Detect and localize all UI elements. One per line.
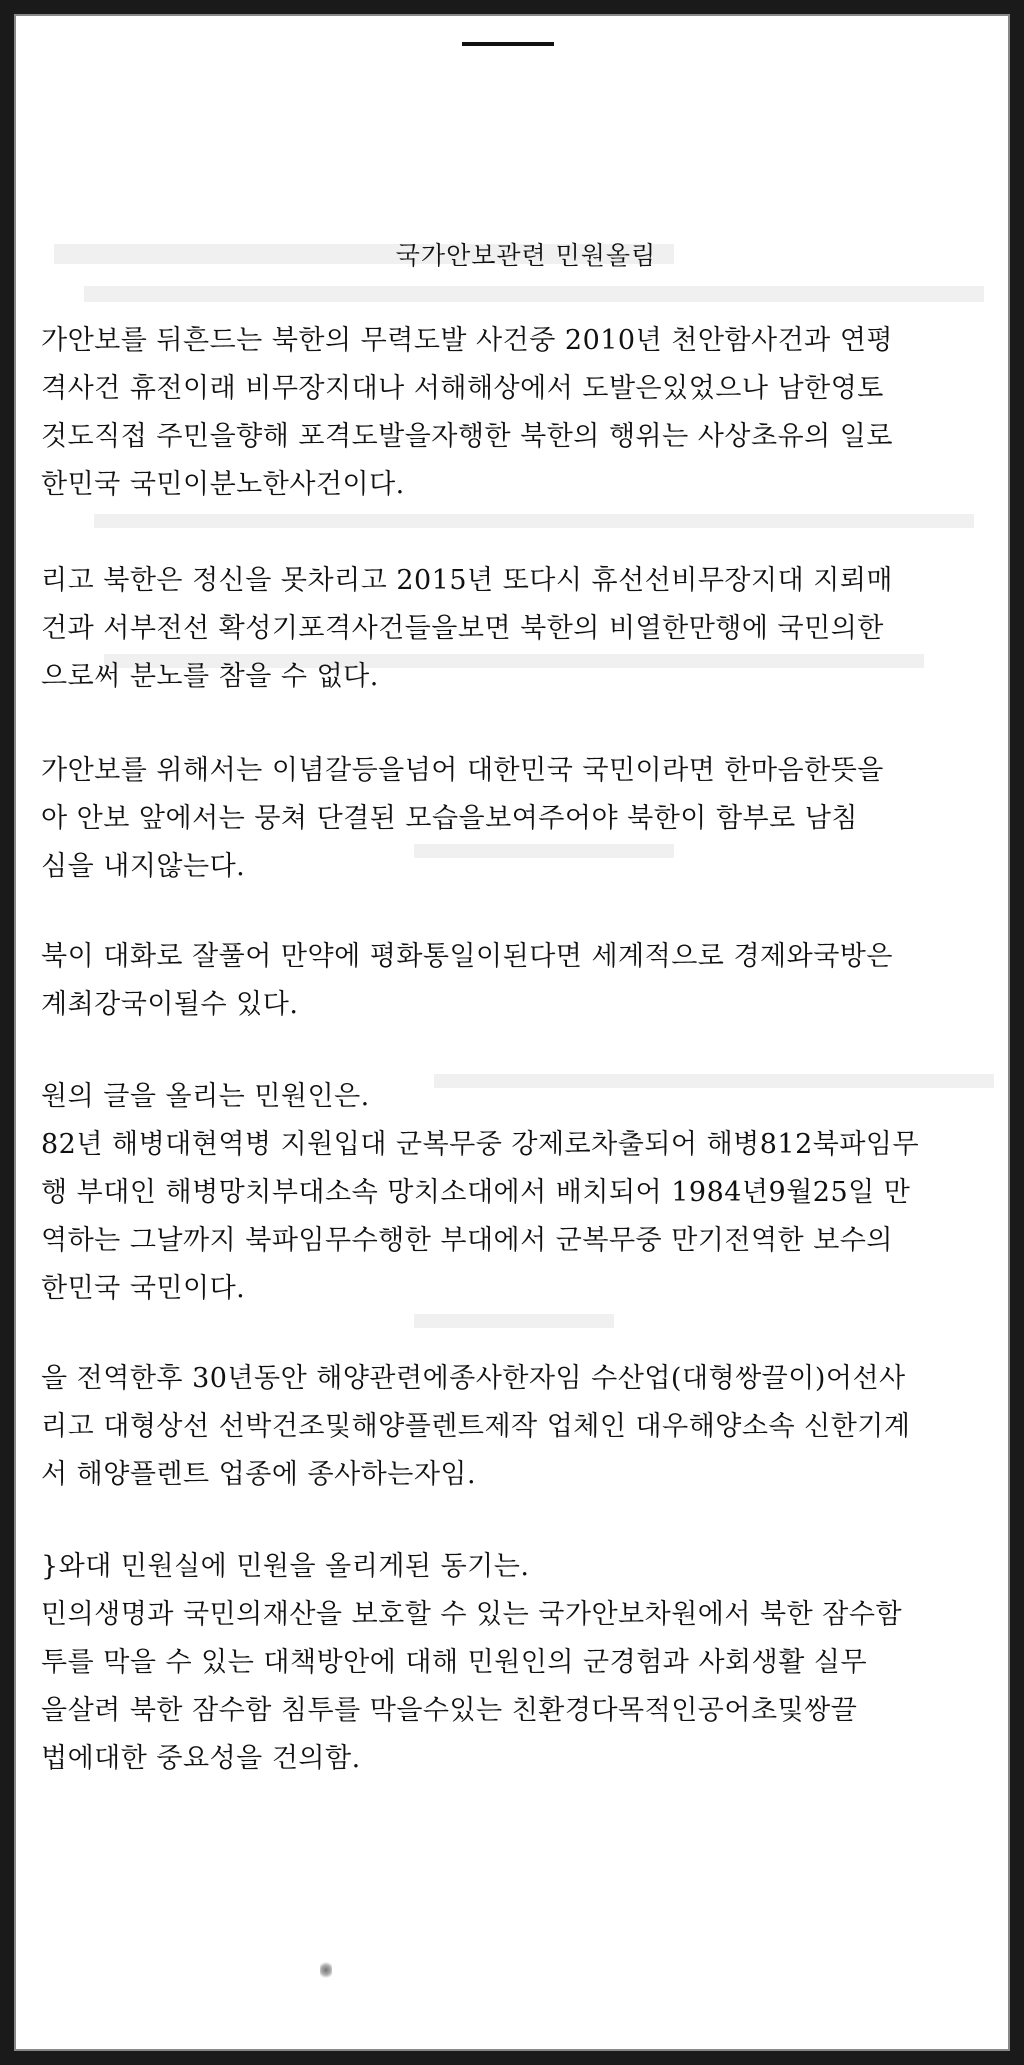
- text-line: 리고 북한은 정신을 못차리고 2015년 또다시 휴선선비무장지대 지뢰매: [41, 565, 894, 596]
- text-line: 것도직접 주민을향해 포격도발을자행한 북한의 행위는 사상초유의 일로: [41, 421, 893, 452]
- top-dash-mark: [462, 42, 554, 46]
- bleed-through-mark: [434, 1074, 994, 1088]
- text-line: 건과 서부전선 확성기포격사건들을보면 북한의 비열한만행에 국민의한: [41, 613, 884, 644]
- text-line: 서 해양플렌트 업종에 종사하는자임.: [41, 1459, 477, 1490]
- bleed-through-mark: [94, 514, 974, 528]
- text-line: }와대 민원실에 민원을 올리게된 동기는.: [41, 1551, 530, 1582]
- text-line: 한민국 국민이다.: [41, 1273, 246, 1304]
- text-line: 한민국 국민이분노한사건이다.: [41, 469, 405, 500]
- text-line: 법에대한 중요성을 건의함.: [41, 1743, 361, 1774]
- text-line: 격사건 휴전이래 비무장지대나 서해해상에서 도발은있었으나 남한영토: [41, 373, 884, 404]
- document-title: 국가안보관련 민원올림: [395, 241, 657, 270]
- bleed-through-mark: [414, 1314, 614, 1328]
- bottom-rule: [34, 2054, 990, 2056]
- text-line: 행 부대인 해병망치부대소속 망치소대에서 배치되어 1984년9월25일 만: [41, 1177, 911, 1208]
- text-line: 을 전역한후 30년동안 해양관련에종사한자임 수산업(대형쌍끌이)어선사: [41, 1363, 906, 1394]
- text-line: 민의생명과 국민의재산을 보호할 수 있는 국가안보차원에서 북한 잠수함: [41, 1599, 903, 1630]
- text-line: 원의 글을 올리는 민원인은.: [41, 1081, 370, 1112]
- text-line: 을살려 북한 잠수함 침투를 막을수있는 친환경다목적인공어초및쌍끌: [41, 1695, 858, 1726]
- text-line: 가안보를 위해서는 이념갈등을넘어 대한민국 국민이라면 한마음한뜻을: [41, 755, 884, 786]
- text-line: 심을 내지않는다.: [41, 851, 246, 882]
- text-line: 82년 해병대현역병 지원입대 군복무중 강제로차출되어 해병812북파임무: [41, 1129, 920, 1160]
- text-line: 가안보를 뒤흔드는 북한의 무력도발 사건중 2010년 천안함사건과 연평: [41, 325, 894, 356]
- bleed-through-mark: [84, 286, 984, 302]
- bleed-through-mark: [414, 844, 674, 858]
- text-line: 으로써 분노를 참을 수 없다.: [41, 661, 379, 692]
- scan-speck: [320, 1960, 332, 1980]
- text-line: 북이 대화로 잘풀어 만약에 평화통일이된다면 세계적으로 경제와국방은: [41, 941, 893, 972]
- text-line: 리고 대형상선 선박건조및해양플렌트제작 업체인 대우해양소속 신한기계: [41, 1411, 911, 1442]
- text-line: 계최강국이될수 있다.: [41, 989, 299, 1020]
- text-line: 아 안보 앞에서는 뭉쳐 단결된 모습을보여주어야 북한이 함부로 남침: [41, 803, 858, 834]
- text-line: 투를 막을 수 있는 대책방안에 대해 민원인의 군경험과 사회생활 실무: [41, 1647, 868, 1678]
- text-line: 역하는 그날까지 북파임무수행한 부대에서 군복무중 만기전역한 보수의: [41, 1225, 893, 1256]
